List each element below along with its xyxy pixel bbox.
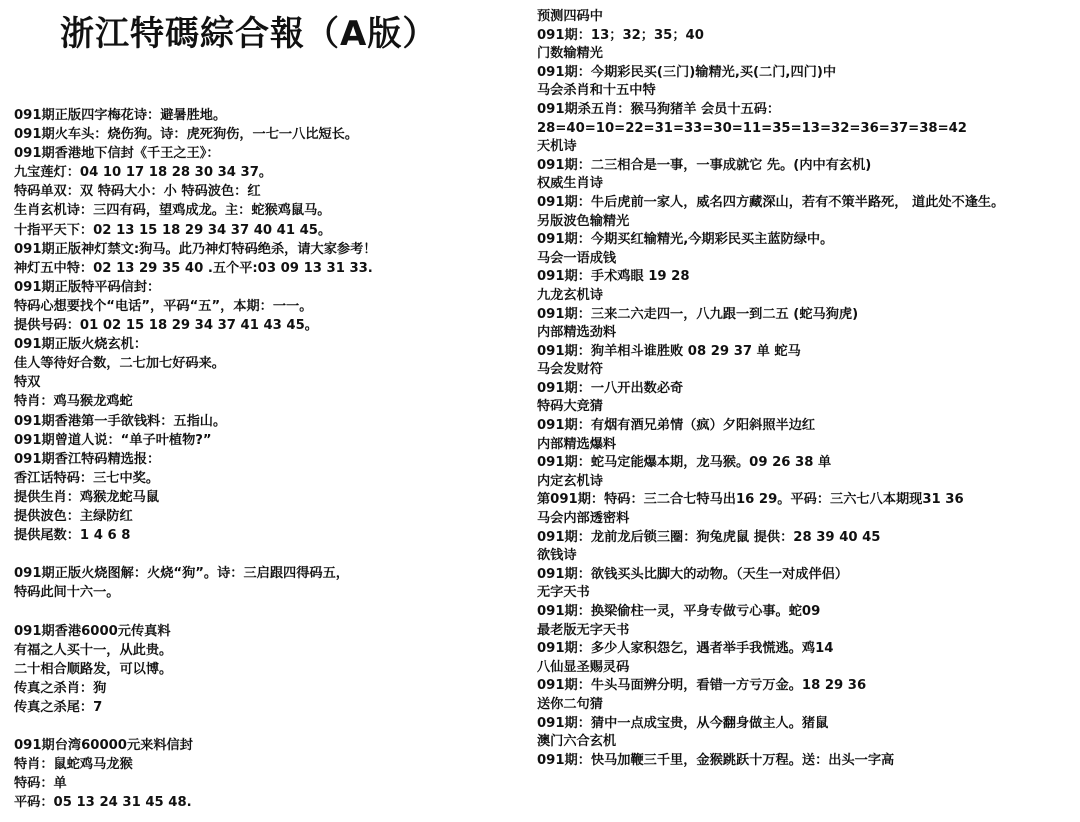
right-text-line: 第091期：特码：三二合七特马出16 29。平码：三六七八本期现31 36 — [537, 492, 964, 508]
left-text-line: 091期香港地下信封《千王之王》： — [14, 146, 220, 162]
left-spacer — [14, 717, 519, 736]
right-text-line: 内部精选劲料 — [537, 325, 617, 341]
left-spacer — [14, 602, 519, 621]
right-text-line: 091期：换梁偷柱一灵，平身专做亏心事。蛇09 — [537, 604, 821, 619]
right-text-line: 091期：一八开出数必奇 — [537, 380, 684, 396]
right-text-line: 091期：多少人家积怨乞，遇者举手我慌逃。鸡14 — [537, 641, 834, 657]
left-text-line: 特双 — [14, 375, 41, 391]
left-text-line: 091期香港6000元传真料 — [14, 623, 171, 639]
right-text-line: 马会内部透密料 — [537, 511, 630, 527]
right-text-line: 九龙玄机诗 — [537, 287, 603, 303]
right-text-line: 091期：蛇马定能爆本期，龙马猴。09 26 38 单 — [537, 455, 832, 471]
right-text-line: 澳门六合玄机 — [537, 734, 617, 750]
left-text-line: 特码：单 — [14, 776, 67, 792]
right-text-line: 马会一语成钱 — [537, 250, 617, 266]
right-text-line: 最老版无字天书 — [537, 622, 630, 638]
right-text-line: 091期：今期彩民买(三门)输精光,买(二门,四门)中 — [537, 64, 837, 80]
right-text-line: 马会杀肖和十五中特 — [537, 83, 656, 99]
left-text-line: 佳人等待好合数，二七加七好码来。 — [14, 356, 225, 372]
left-text-line: 神灯五中特：02 13 29 35 40 .五个平:03 09 13 31 33. — [14, 260, 373, 276]
left-text-line: 传真之杀尾：7 — [14, 699, 103, 715]
right-text-line: 091期：三来二六走四一，八九跟一到二五 (蛇马狗虎) — [537, 306, 859, 322]
right-text-line: 欲钱诗 — [537, 548, 577, 564]
right-text-line: 特码大竞猜 — [537, 399, 603, 415]
right-text-line: 091期：牛头马面辨分明，看错一方亏万金。18 29 36 — [537, 678, 867, 694]
right-column — [537, 8, 1067, 770]
right-text-line: 091期：二三相合是一事，一事成就它 先。(内中有玄机) — [537, 157, 872, 173]
left-text-line: 提供波色：主绿防红 — [14, 508, 133, 524]
right-text-line: 无字天书 — [537, 585, 590, 601]
right-text-line: 内部精选爆料 — [537, 436, 617, 452]
left-text-line: 特码此间十六一。 — [14, 585, 120, 601]
right-text-line: 091期杀五肖：猴马狗猪羊 会员十五码： — [537, 101, 781, 117]
left-text-line: 091期曾道人说：“单子叶植物?” — [14, 432, 212, 448]
left-text-line: 091期正版神灯禁文:狗马。此乃神灯特码绝杀，请大家参考！ — [14, 241, 377, 257]
right-text-line: 天机诗 — [537, 139, 577, 155]
left-text-line: 生肖玄机诗：三四有码，望鸡成龙。主：蛇猴鸡鼠马。 — [14, 203, 331, 219]
right-text-line: 八仙显圣赐灵码 — [537, 659, 630, 675]
left-text-line: 九宝莲灯：04 10 17 18 28 30 34 37。 — [14, 165, 273, 181]
left-text-line: 二十相合顺路发，可以博。 — [14, 661, 173, 677]
left-spacer — [14, 545, 519, 564]
left-text-line: 091期香港第一手欲钱料：五指山。 — [14, 413, 227, 429]
left-text-line: 特肖：鼠蛇鸡马龙猴 — [14, 757, 133, 773]
right-text-line: 内定玄机诗 — [537, 473, 603, 489]
right-text-line: 送你二句猜 — [537, 696, 603, 712]
left-text-line: 提供号码：01 02 15 18 29 34 37 41 43 45。 — [14, 318, 318, 334]
right-text-line: 091期：手术鸡眼 19 28 — [537, 269, 690, 285]
left-text-line: 特码单双：双 特码大小：小 特码波色：红 — [14, 184, 261, 200]
right-text-line: 091期：狗羊相斗谁胜败 08 29 37 单 蛇马 — [537, 343, 801, 359]
right-text-line: 门数输精光 — [537, 46, 603, 62]
left-text-line: 091期正版特平码信封： — [14, 279, 161, 295]
right-text-line: 091期：龙前龙后锁三圈：狗兔虎鼠 提供：28 39 40 45 — [537, 529, 881, 545]
left-text-line: 有福之人买十一，从此贵。 — [14, 642, 173, 658]
left-text-line: 传真之杀肖：狗 — [14, 680, 107, 696]
left-text-line: 十指平天下：02 13 15 18 29 34 37 40 41 45。 — [14, 222, 332, 238]
left-text-line: 特码心想要找个“电话”，平码“五”，本期：一一。 — [14, 298, 313, 314]
right-text-line: 091期：牛后虎前一家人，威名四方藏深山，若有不策半路死， 道此处不逢生。 — [537, 194, 1005, 210]
right-text-line: 另版波色输精光 — [537, 213, 630, 229]
right-text-line: 091期：今期买红输精光,今期彩民买主蓝防绿中。 — [537, 232, 834, 248]
left-column — [14, 106, 519, 812]
left-text-line: 提供尾数：1 4 6 8 — [14, 528, 131, 544]
left-text-line: 091期正版火烧玄机： — [14, 337, 148, 353]
right-text-line: 预测四码中 — [537, 9, 603, 24]
right-text-line: 091期：欲钱买头比脚大的动物。（天生一对成伴侣） — [537, 566, 849, 582]
left-text-line: 香江话特码：三七中奖。 — [14, 470, 160, 486]
left-text-line: 091期台湾60000元来料信封 — [14, 738, 193, 754]
right-text-line: 马会发财符 — [537, 362, 603, 378]
page-title: 浙江特碼綜合報（A版） — [60, 14, 438, 54]
left-text-line: 091期正版火烧图解：火烧“狗”。诗：三启跟四得码五， — [14, 566, 349, 582]
right-text-line: 091期：有烟有酒兄弟情（疯）夕阳斜照半边红 — [537, 418, 816, 434]
right-text-line: 091期：猜中一点成宝贵，从今翻身做主人。猪鼠 — [537, 715, 829, 731]
right-text-line: 28=40=10=22=31=33=30=11=35=13=32=36=37=38=42 — [537, 120, 967, 136]
right-text-line: 091期：13；32；35；40 — [537, 27, 704, 43]
right-text-line: 权威生肖诗 — [537, 176, 603, 192]
left-text-line: 提供生肖：鸡猴龙蛇马鼠 — [14, 489, 160, 505]
left-text-line: 091期火车头：烧伤狗。诗：虎死狗伤，一七一八比短长。 — [14, 127, 359, 143]
left-text-line: 特肖：鸡马猴龙鸡蛇 — [14, 394, 133, 410]
right-text-line: 091期：快马加鞭三千里，金猴跳跃十万程。送：出头一字高 — [537, 752, 895, 768]
left-text-line: 平码：05 13 24 31 45 48. — [14, 795, 192, 811]
left-text-line: 091期正版四字梅花诗：避暑胜地。 — [14, 108, 227, 123]
left-text-line: 091期香江特码精选报： — [14, 451, 161, 467]
